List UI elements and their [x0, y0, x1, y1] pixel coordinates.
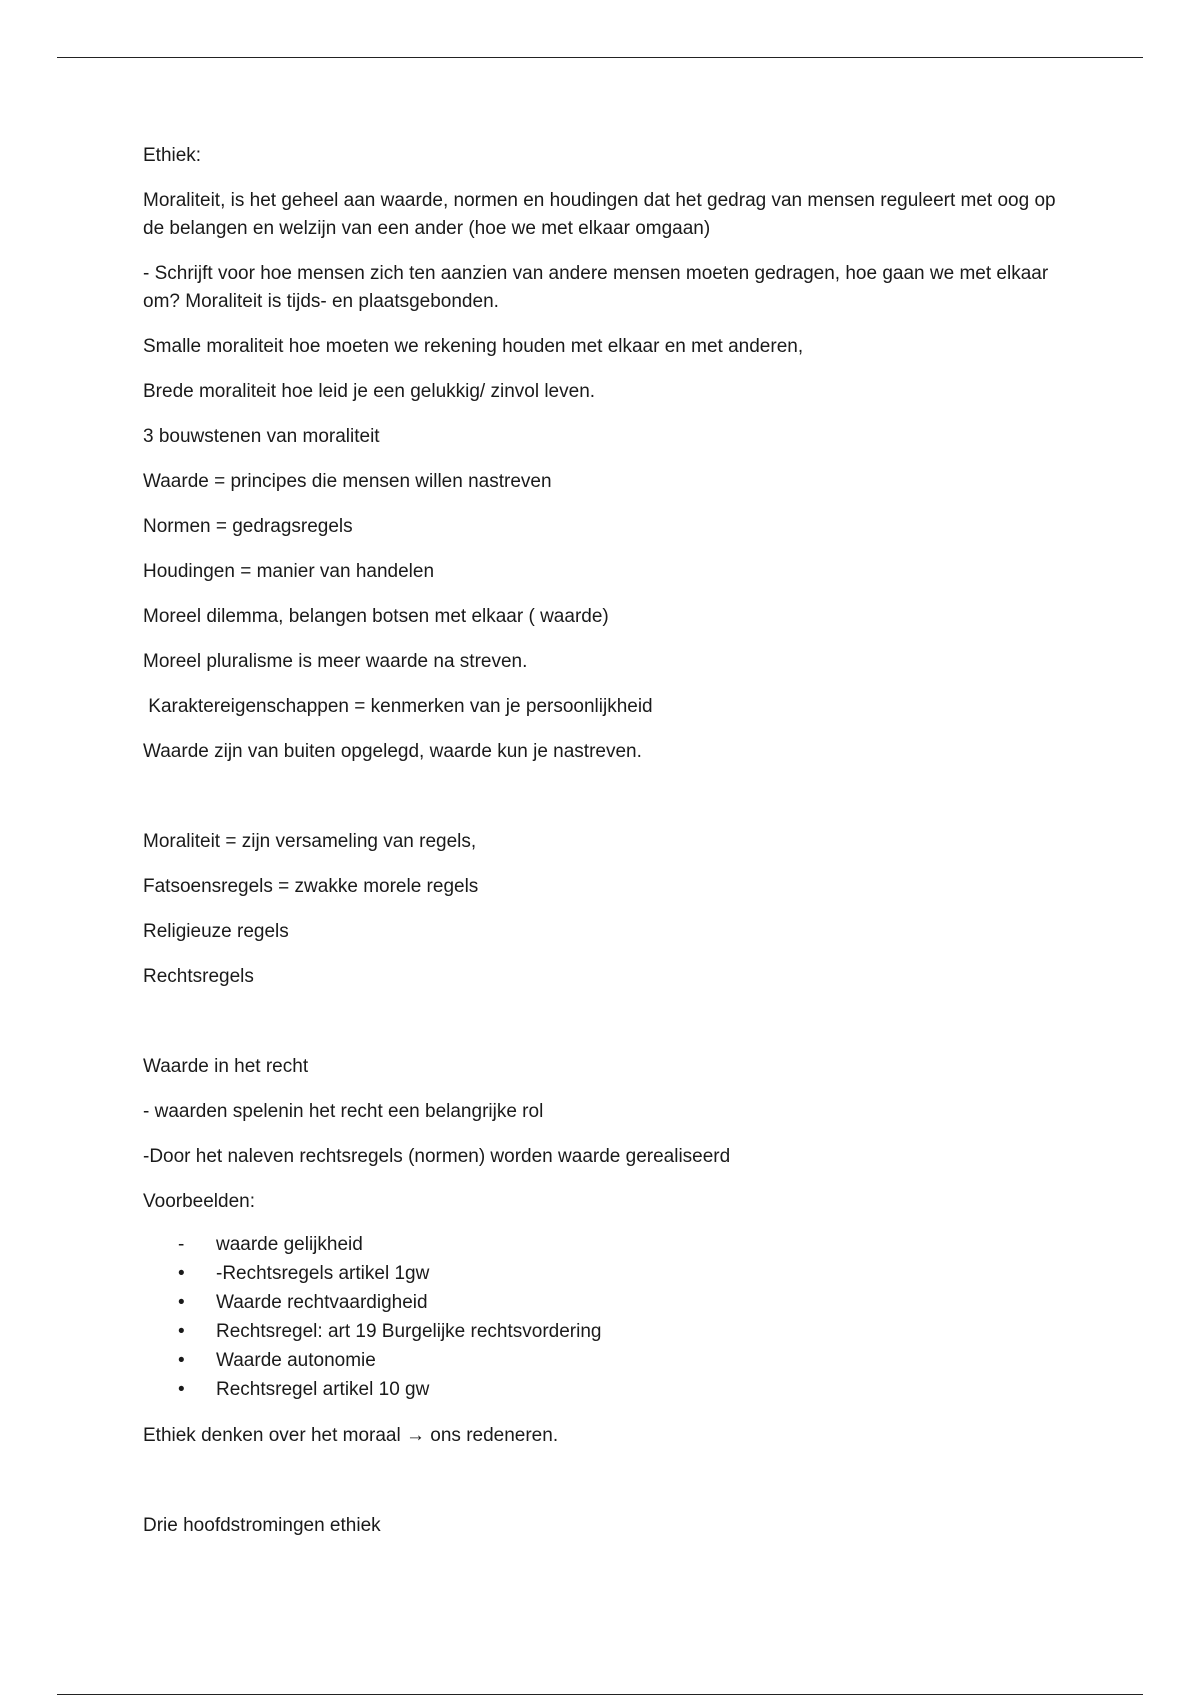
paragraph-voorbeelden: Voorbeelden: — [143, 1191, 255, 1212]
bullet-icon: • — [178, 1350, 185, 1371]
paragraph-houdingen: Houdingen = manier van handelen — [143, 561, 435, 582]
document-body — [143, 142, 1063, 1557]
list-marker: - — [178, 1234, 185, 1255]
paragraph-schrijft-voor: - Schrijft voor hoe mensen zich ten aanzien van andere mensen moeten gedragen, hoe gaan we met elkaar om? Moraliteit is tijds- en plaatsgebonden. — [143, 263, 1054, 312]
paragraph-brede-moraliteit: Brede moraliteit hoe leid je een gelukkig/ zinvol leven. — [143, 381, 596, 402]
paragraph-rechtsregels: Rechtsregels — [143, 966, 254, 987]
paragraph-moraliteit-definition: Moraliteit, is het geheel aan waarde, normen en houdingen dat het gedrag van mensen reguleert met oog op de belangen en welzijn van een ander (hoe we met elkaar omgaan) — [143, 190, 1061, 239]
paragraph-ethiek-denken — [143, 1422, 1063, 1450]
footer-rule — [57, 1694, 1143, 1695]
heading-ethiek: Ethiek: — [143, 145, 202, 166]
list-item — [178, 1230, 1063, 1259]
heading-waarde-in-het-recht: Waarde in het recht — [143, 1056, 309, 1077]
paragraph-naleven-rechtsregels: -Door het naleven rechtsregels (normen) worden waarde gerealiseerd — [143, 1146, 731, 1167]
list-item — [178, 1317, 1063, 1346]
paragraph-religieuze-regels: Religieuze regels — [143, 921, 289, 942]
list-item-text: waarde gelijkheid — [216, 1234, 363, 1255]
paragraph-smalle-moraliteit: Smalle moraliteit hoe moeten we rekening houden met elkaar en met anderen, — [143, 336, 804, 357]
paragraph-bouwstenen: 3 bouwstenen van moraliteit — [143, 426, 380, 447]
heading-drie-hoofdstromingen: Drie hoofdstromingen ethiek — [143, 1515, 381, 1536]
list-item — [178, 1288, 1063, 1317]
list-item-text: Waarde autonomie — [216, 1350, 376, 1371]
bullet-icon: • — [178, 1292, 185, 1313]
paragraph-normen: Normen = gedragsregels — [143, 516, 353, 537]
header-rule — [57, 57, 1143, 58]
ethiek-line-before: Ethiek denken over het moraal — [143, 1425, 406, 1446]
list-item-text: -Rechtsregels artikel 1gw — [216, 1263, 430, 1284]
bullet-icon: • — [178, 1321, 185, 1342]
list-item-text: Rechtsregel: art 19 Burgelijke rechtsvordering — [216, 1321, 602, 1342]
paragraph-moreel-pluralisme: Moreel pluralisme is meer waarde na streven. — [143, 651, 528, 672]
list-item — [178, 1346, 1063, 1375]
bullet-icon: • — [178, 1263, 185, 1284]
list-item-text: Rechtsregel artikel 10 gw — [216, 1379, 430, 1400]
list-item — [178, 1375, 1063, 1404]
arrow-right-icon: → — [406, 1425, 425, 1446]
paragraph-karaktereigenschappen: Karaktereigenschappen = kenmerken van je persoonlijkheid — [143, 696, 653, 717]
list-item — [178, 1259, 1063, 1288]
paragraph-moreel-dilemma: Moreel dilemma, belangen botsen met elkaar ( waarde) — [143, 606, 609, 627]
paragraph-waarden-rol: - waarden spelenin het recht een belangrijke rol — [143, 1101, 544, 1122]
list-item-text: Waarde rechtvaardigheid — [216, 1292, 428, 1313]
paragraph-moraliteit-regels: Moraliteit = zijn versameling van regels, — [143, 831, 477, 852]
paragraph-waarde-opgelegd: Waarde zijn van buiten opgelegd, waarde kun je nastreven. — [143, 741, 642, 762]
paragraph-waarde: Waarde = principes die mensen willen nastreven — [143, 471, 552, 492]
ethiek-line-after: ons redeneren. — [425, 1425, 559, 1446]
bullet-icon: • — [178, 1379, 185, 1400]
examples-list — [143, 1230, 1063, 1404]
paragraph-fatsoensregels: Fatsoensregels = zwakke morele regels — [143, 876, 479, 897]
